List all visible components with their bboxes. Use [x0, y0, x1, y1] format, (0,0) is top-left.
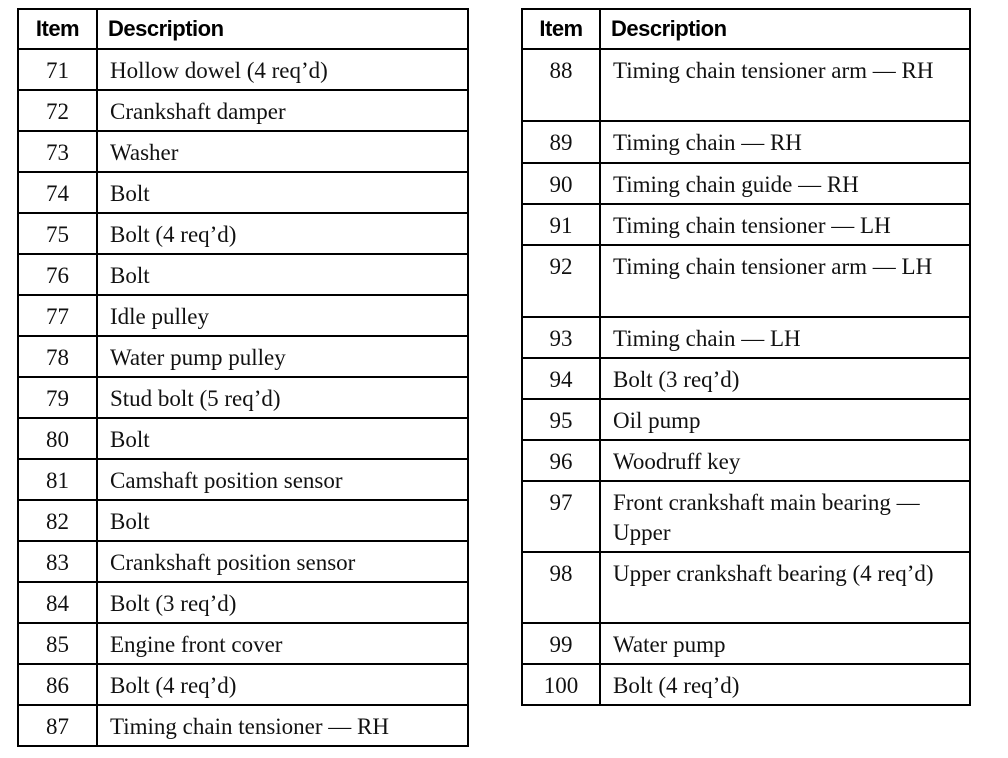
item-description: Crankshaft position sensor [97, 541, 468, 582]
description-header: Description [600, 9, 970, 49]
table-row [18, 49, 468, 90]
item-description: Bolt [97, 254, 468, 295]
table-row [522, 664, 970, 705]
table-row [522, 317, 970, 358]
item-description: Bolt [97, 172, 468, 213]
header-row [18, 9, 468, 49]
item-description: Bolt (4 req’d) [97, 664, 468, 705]
table-row [522, 204, 970, 245]
parts-table-left [17, 8, 469, 747]
item-description: Timing chain tensioner — RH [97, 705, 468, 746]
table-row [18, 254, 468, 295]
table-row [18, 295, 468, 336]
item-number: 100 [522, 664, 600, 705]
table-row [522, 163, 970, 204]
item-description: Stud bolt (5 req’d) [97, 377, 468, 418]
item-number: 96 [522, 440, 600, 481]
table-row [18, 500, 468, 541]
item-description: Timing chain — LH [600, 317, 970, 358]
item-number: 81 [18, 459, 97, 500]
item-number: 80 [18, 418, 97, 459]
item-description: Timing chain — RH [600, 121, 970, 163]
table-row [18, 377, 468, 418]
item-number: 99 [522, 623, 600, 664]
table-row [522, 440, 970, 481]
item-number: 84 [18, 582, 97, 623]
table-row [522, 481, 970, 552]
item-number: 83 [18, 541, 97, 582]
table-row [18, 582, 468, 623]
table-row [522, 49, 970, 121]
table-row [522, 121, 970, 163]
item-number: 89 [522, 121, 600, 163]
item-number: 95 [522, 399, 600, 440]
item-number: 87 [18, 705, 97, 746]
table-row [18, 418, 468, 459]
item-number: 72 [18, 90, 97, 131]
item-number: 82 [18, 500, 97, 541]
item-description: Bolt (4 req’d) [97, 213, 468, 254]
table-row [18, 705, 468, 746]
item-description: Timing chain tensioner — LH [600, 204, 970, 245]
description-header: Description [97, 9, 468, 49]
item-description: Camshaft position sensor [97, 459, 468, 500]
item-description: Bolt [97, 418, 468, 459]
table-row [522, 552, 970, 623]
item-number: 78 [18, 336, 97, 377]
item-description: Water pump pulley [97, 336, 468, 377]
item-header: Item [522, 9, 600, 49]
item-number: 73 [18, 131, 97, 172]
item-description: Water pump [600, 623, 970, 664]
table-row [18, 664, 468, 705]
table-row [18, 172, 468, 213]
item-description: Idle pulley [97, 295, 468, 336]
item-description: Timing chain tensioner arm — RH [600, 49, 970, 121]
table-row [522, 399, 970, 440]
item-number: 93 [522, 317, 600, 358]
item-description: Upper crankshaft bearing (4 req’d) [600, 552, 970, 623]
table-row [18, 459, 468, 500]
table-row [18, 131, 468, 172]
table-row [18, 336, 468, 377]
item-number: 86 [18, 664, 97, 705]
item-description: Timing chain guide — RH [600, 163, 970, 204]
item-description: Engine front cover [97, 623, 468, 664]
item-description: Timing chain tensioner arm — LH [600, 245, 970, 317]
table-row [522, 358, 970, 399]
parts-table-right [521, 8, 971, 706]
item-description: Washer [97, 131, 468, 172]
item-number: 77 [18, 295, 97, 336]
header-row [522, 9, 970, 49]
item-number: 75 [18, 213, 97, 254]
table-row [18, 213, 468, 254]
item-description: Hollow dowel (4 req’d) [97, 49, 468, 90]
item-description: Bolt (3 req’d) [97, 582, 468, 623]
item-number: 92 [522, 245, 600, 317]
item-number: 79 [18, 377, 97, 418]
table-row [522, 623, 970, 664]
item-number: 90 [522, 163, 600, 204]
item-number: 88 [522, 49, 600, 121]
item-header: Item [18, 9, 97, 49]
table-row [18, 623, 468, 664]
item-description: Crankshaft damper [97, 90, 468, 131]
item-number: 94 [522, 358, 600, 399]
item-description: Woodruff key [600, 440, 970, 481]
item-number: 71 [18, 49, 97, 90]
item-description: Front crankshaft main bearing — Upper [600, 481, 970, 552]
table-row [18, 541, 468, 582]
table-row [522, 245, 970, 317]
item-description: Bolt [97, 500, 468, 541]
item-number: 98 [522, 552, 600, 623]
item-description: Bolt (4 req’d) [600, 664, 970, 705]
item-description: Oil pump [600, 399, 970, 440]
item-number: 76 [18, 254, 97, 295]
item-number: 91 [522, 204, 600, 245]
item-number: 74 [18, 172, 97, 213]
item-number: 97 [522, 481, 600, 552]
item-description: Bolt (3 req’d) [600, 358, 970, 399]
item-number: 85 [18, 623, 97, 664]
table-row [18, 90, 468, 131]
